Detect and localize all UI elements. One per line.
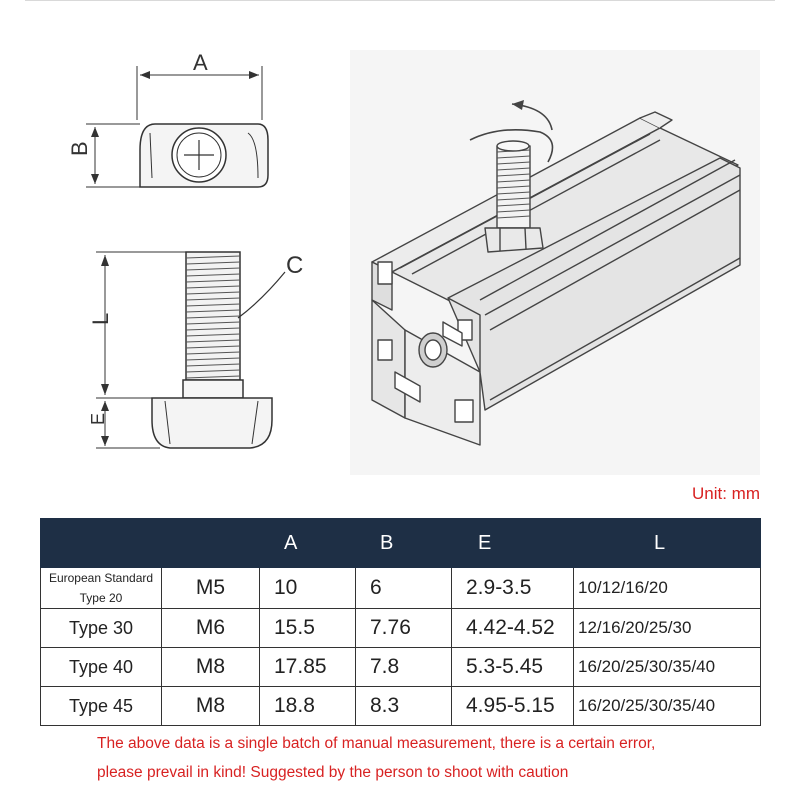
- cell-size: M5: [162, 568, 260, 609]
- header-type: [41, 519, 162, 568]
- table-row: [41, 609, 761, 648]
- cell-type: Type 30: [41, 609, 162, 648]
- cell-e: 2.9-3.5: [452, 568, 574, 609]
- cell-a: 17.85: [260, 648, 356, 687]
- dimension-label-e: E: [88, 412, 108, 425]
- cell-a: 10: [260, 568, 356, 609]
- header-e: E: [452, 519, 574, 568]
- table-header-row: [41, 519, 761, 568]
- measurement-note-line-1: The above data is a single batch of manual measurement, there is a certain error,: [97, 735, 656, 752]
- table-row: [41, 568, 761, 609]
- table-row: [41, 687, 761, 726]
- spec-table: [40, 518, 761, 726]
- cell-type: Type 40: [41, 648, 162, 687]
- cell-e: 5.3-5.45: [452, 648, 574, 687]
- cell-a: 18.8: [260, 687, 356, 726]
- dimension-label-a: A: [193, 50, 208, 75]
- header-a: A: [260, 519, 356, 568]
- header-size: [162, 519, 260, 568]
- cell-e: 4.42-4.52: [452, 609, 574, 648]
- bolt-head-top-view: [86, 66, 268, 187]
- cell-l: 16/20/25/30/35/40: [574, 648, 761, 687]
- measurement-note-line-2: please prevail in kind! Suggested by the person to shoot with caution: [97, 764, 569, 781]
- unit-label: Unit: mm: [692, 484, 760, 503]
- header-b: B: [356, 519, 452, 568]
- cell-size: M8: [162, 687, 260, 726]
- cell-e: 4.95-5.15: [452, 687, 574, 726]
- cell-b: 8.3: [356, 687, 452, 726]
- cell-l: 12/16/20/25/30: [574, 609, 761, 648]
- cell-b: 7.8: [356, 648, 452, 687]
- table-row: [41, 648, 761, 687]
- cell-type: European Standard Type 20: [41, 568, 162, 609]
- aluminum-profile-illustration: [350, 50, 760, 475]
- cell-size: M6: [162, 609, 260, 648]
- bolt-side-view: [96, 252, 285, 448]
- cell-l: 16/20/25/30/35/40: [574, 687, 761, 726]
- dimension-label-c: C: [286, 252, 304, 279]
- dimension-label-l: L: [88, 312, 113, 325]
- cell-size: M8: [162, 648, 260, 687]
- header-l: L: [574, 519, 761, 568]
- cell-b: 6: [356, 568, 452, 609]
- dimension-label-b: B: [67, 141, 92, 156]
- cell-type: Type 45: [41, 687, 162, 726]
- cell-a: 15.5: [260, 609, 356, 648]
- cell-b: 7.76: [356, 609, 452, 648]
- cell-l: 10/12/16/20: [574, 568, 761, 609]
